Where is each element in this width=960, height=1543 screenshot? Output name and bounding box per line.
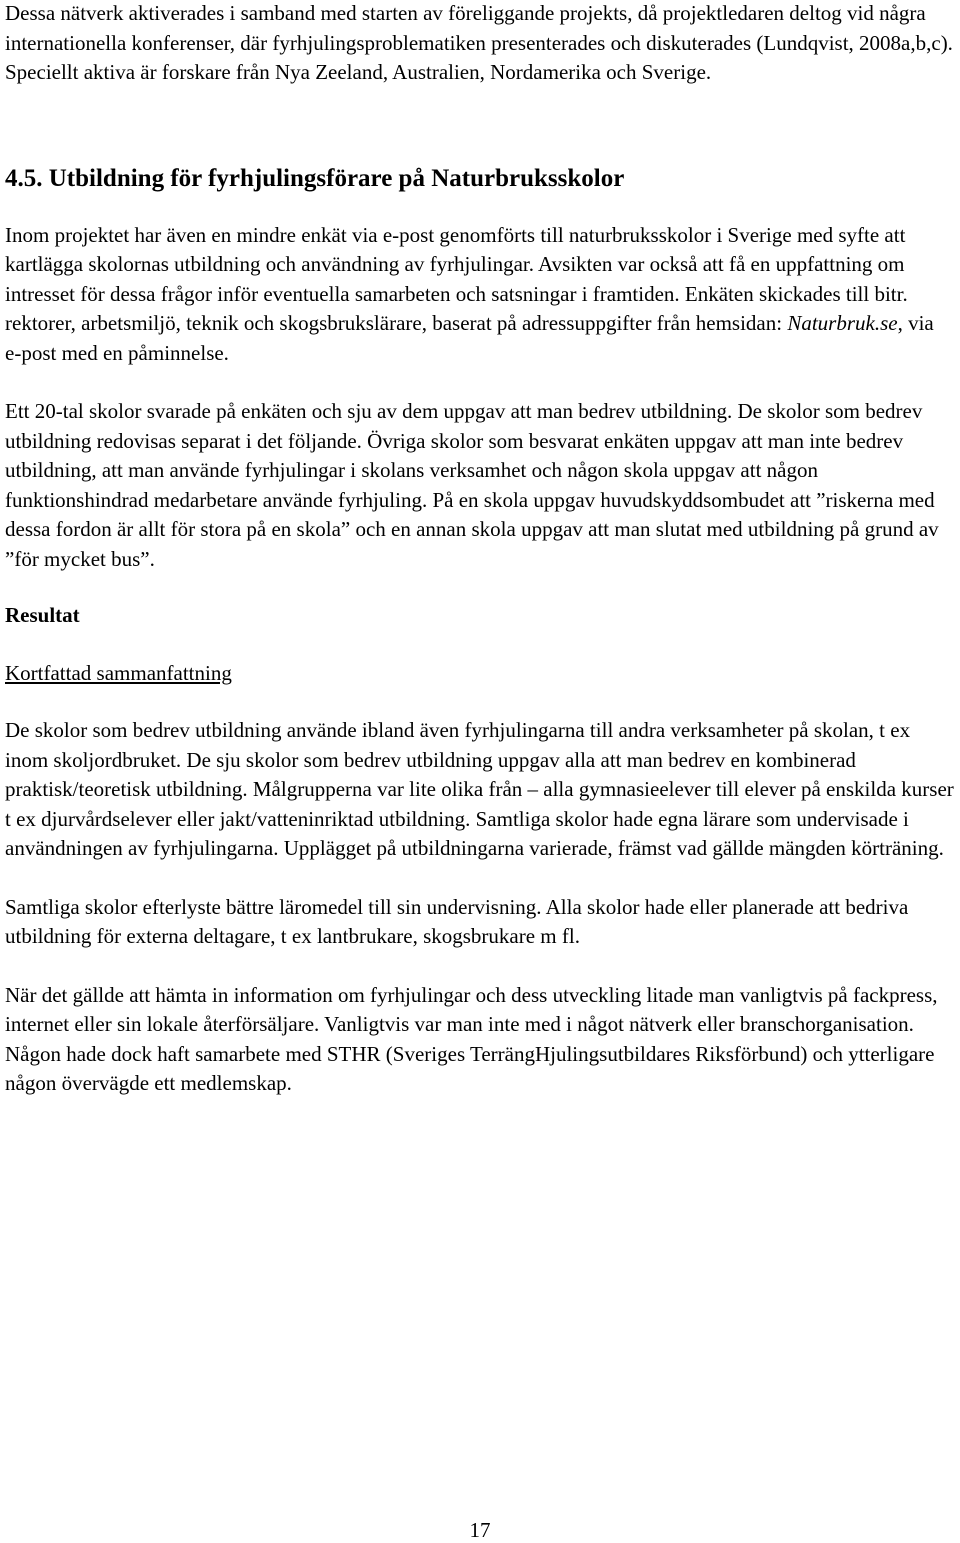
information-paragraph: När det gällde att hämta in information om fyrhjulingar och dess utveckling litade man vanligtvis på fackpress, internet eller sin lokale återförsäljare. Vanligtvis var man inte med i något nätverk eller branschorganisation. Någon hade dock haft samarbete med STHR (Sveriges TerrängHjulingsutbildares Riksförbund) och ytterligare någon övervägde ett medlemskap. (5, 982, 938, 1095)
summary-paragraph: De skolor som bedrev utbildning använde ibland även fyrhjulingarna till andra verksamheter på skolan, t ex inom skoljordbruket. De sju skolor som bedrev utbildning uppgav alla att man bedrev en kombinerad praktisk/teoretisk utbildning. Målgrupperna var lite olika från – alla gymnasieelever till elever på enskilda kurser t ex djurvårdselever eller jakt/vatteninriktad utbildning. Samtliga skolor hade egna lärare som undervisade i användningen av fyrhjulingarna. Upplägget på utbildningarna varierade, främst vad gällde mängden körträning. (5, 718, 954, 860)
summary-subheading: Kortfattad sammanfattning (5, 660, 232, 685)
result-heading: Resultat (5, 603, 80, 627)
responses-paragraph: Ett 20-tal skolor svarade på enkäten och sju av dem uppgav att man bedrev utbildning. De skolor som bedrev utbildning redovisas separat i det följande. Övriga skolor som besvarat enkäten uppgav att man inte bedrev utbildning, att man använde fyrhjulingar i skolans verksamhet och någon skola uppgav att någon funktionshindrad medarbetare använde fyrhjuling. På en skola uppgav huvudskyddsombudet att ”riskerna med dessa fordon är allt för stora på en skola” och en annan skola uppgav att man slutat med utbildning på grund av ”för mycket bus”. (5, 399, 939, 571)
website-domain-suffix: se (880, 311, 898, 335)
survey-paragraph-text: Inom projektet har även en mindre enkät via e-post genomförts till naturbruksskolor i Sverige med syfte att kartlägga skolornas utbildning och användning av fyrhjulingar. Avsikten var också att få en uppfattning om intresset för dessa frågor inför eventuella samarbeten och satsningar i framtiden. Enkäten skickades till bitr. rektorer, arbetsmiljö, teknik och skogsbrukslärare, baserat på adressuppgifter från hemsidan: (5, 222, 908, 335)
survey-paragraph (5, 221, 955, 369)
section-heading: 4.5. Utbildning för fyrhjulingsförare på Naturbruksskolor (5, 164, 625, 192)
intro-paragraph: Dessa nätverk aktiverades i samband med starten av föreliggande projekts, då projektledaren deltog vid några internationella konferenser, där fyrhjulingsproblematiken presenterades och diskuterades (Lundqvist, 2008a,b,c). Speciellt aktiva är forskare från Nya Zeeland, Australien, Nordamerika och Sverige. (5, 1, 953, 84)
page-number: 17 (469, 1518, 491, 1542)
materials-paragraph: Samtliga skolor efterlyste bättre läromedel till sin undervisning. Alla skolor hade eller planerade att bedriva utbildning för externa deltagare, t ex lantbrukare, skogsbrukare m fl. (5, 894, 909, 948)
document-page (5, 0, 955, 1099)
survey-paragraph-tail: , via e-post med en påminnelse. (5, 311, 934, 365)
website-name: Naturbruk. (787, 311, 881, 335)
